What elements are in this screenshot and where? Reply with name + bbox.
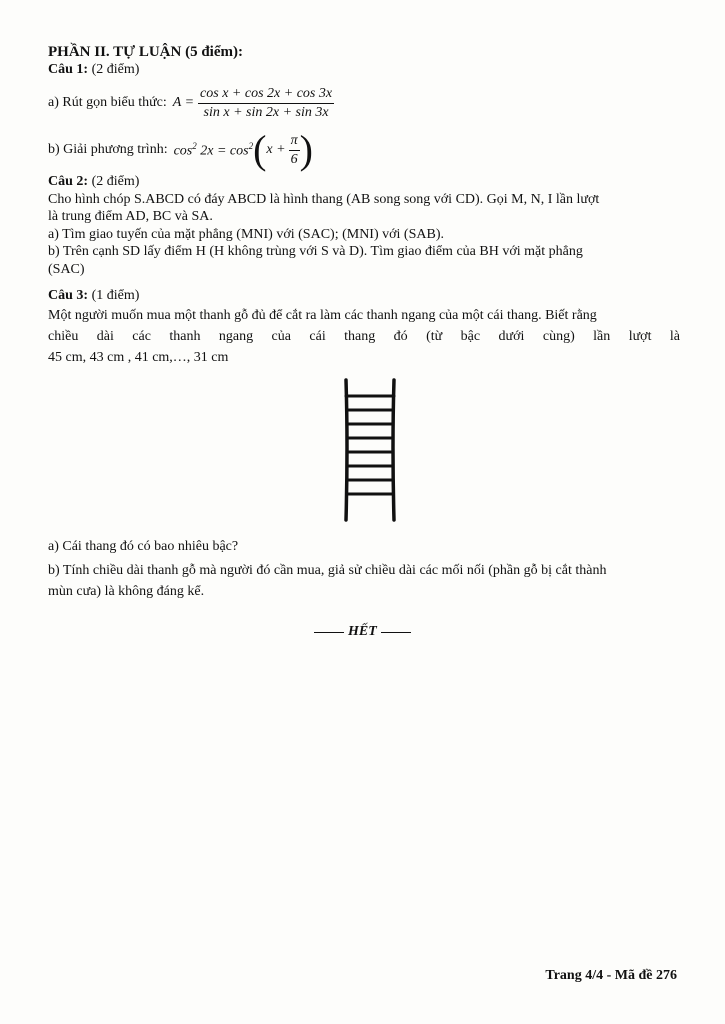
question-3 bbox=[48, 287, 680, 368]
question-1a-lhs: A = bbox=[172, 95, 195, 110]
ladder-left-rail bbox=[346, 380, 347, 520]
question-1b-inner: x + bbox=[266, 142, 286, 157]
left-paren: ( bbox=[253, 127, 267, 172]
question-2-text-1: Cho hình chóp S.ABCD có đáy ABCD là hình thang (AB song song với CD). Gọi M, N, I lần lượt bbox=[48, 191, 600, 207]
end-dash-left bbox=[314, 632, 344, 633]
question-1b-label: b) Giải phương trình: bbox=[48, 142, 168, 157]
question-3-points: (1 điểm) bbox=[91, 288, 140, 303]
question-2-header bbox=[48, 173, 680, 191]
question-1b bbox=[48, 128, 313, 172]
page-footer: Trang 4/4 - Mã đề 276 bbox=[545, 968, 677, 983]
ladder-image bbox=[330, 376, 410, 524]
question-1a-denominator: sin x + sin 2x + sin 3x bbox=[203, 104, 329, 120]
question-1-points: (2 điểm) bbox=[91, 62, 140, 77]
question-1-header bbox=[48, 62, 139, 78]
question-1b-fraction bbox=[289, 132, 300, 169]
end-mark bbox=[314, 624, 411, 640]
question-1a-fraction bbox=[198, 85, 334, 122]
question-3-lengths: 45 cm, 43 cm , 41 cm,…, 31 cm bbox=[48, 349, 229, 365]
question-2a: a) Tìm giao tuyến của mặt phẳng (MNI) với (SAC); (MNI) với (SAB). bbox=[48, 226, 444, 242]
question-1b-six: 6 bbox=[290, 151, 298, 167]
question-3b-line-2: mùn cưa) là không đáng kể. bbox=[48, 584, 205, 599]
question-2-points: (2 điểm) bbox=[91, 174, 140, 189]
question-3b-line-1: b) Tính chiều dài thanh gỗ mà người đó cần mua, giả sử chiều dài các mối nối (phần gỗ bị cắt thành bbox=[48, 563, 607, 578]
question-1b-cos-left: cos bbox=[173, 143, 193, 159]
question-2-label: Câu 2: bbox=[48, 174, 89, 189]
question-2 bbox=[48, 173, 680, 278]
question-1b-arg: 2x = cos bbox=[200, 143, 249, 159]
end-dash-right bbox=[381, 632, 411, 633]
question-3-label: Câu 3: bbox=[48, 288, 89, 303]
question-1a-numerator: cos x + cos 2x + cos 3x bbox=[198, 85, 334, 104]
ladder-rungs bbox=[346, 396, 394, 494]
question-1b-exp-left: 2 bbox=[192, 140, 197, 151]
question-3-parts bbox=[48, 536, 680, 602]
question-3-text-1: Một người muốn mua một thanh gỗ đủ để cắt ra làm các thanh ngang của một cái thang. Biết rằng bbox=[48, 307, 597, 323]
ladder-right-rail bbox=[393, 380, 394, 520]
question-2b-line-2: (SAC) bbox=[48, 261, 85, 277]
question-3-header bbox=[48, 287, 680, 305]
end-text: HẾT bbox=[348, 624, 377, 639]
question-1b-pi: π bbox=[289, 132, 300, 151]
question-2b-line-1: b) Trên cạnh SD lấy điểm H (H không trùng với S và D). Tìm giao điểm của BH với mặt phẳng bbox=[48, 244, 583, 259]
question-1-label: Câu 1: bbox=[48, 62, 89, 77]
question-2-text-2: là trung điểm AD, BC và SA. bbox=[48, 209, 213, 224]
question-3-text-2: chiều dài các thanh ngang của cái thang đó (từ bậc dưới cùng) lần lượt là bbox=[48, 328, 680, 344]
section-title: PHẦN II. TỰ LUẬN (5 điểm): bbox=[48, 44, 243, 60]
right-paren: ) bbox=[299, 127, 313, 172]
question-1a-label: a) Rút gọn biểu thức: bbox=[48, 95, 167, 110]
question-1b-exp-right: 2 bbox=[248, 140, 254, 151]
question-3a: a) Cái thang đó có bao nhiêu bậc? bbox=[48, 539, 239, 554]
question-1a bbox=[48, 83, 334, 123]
